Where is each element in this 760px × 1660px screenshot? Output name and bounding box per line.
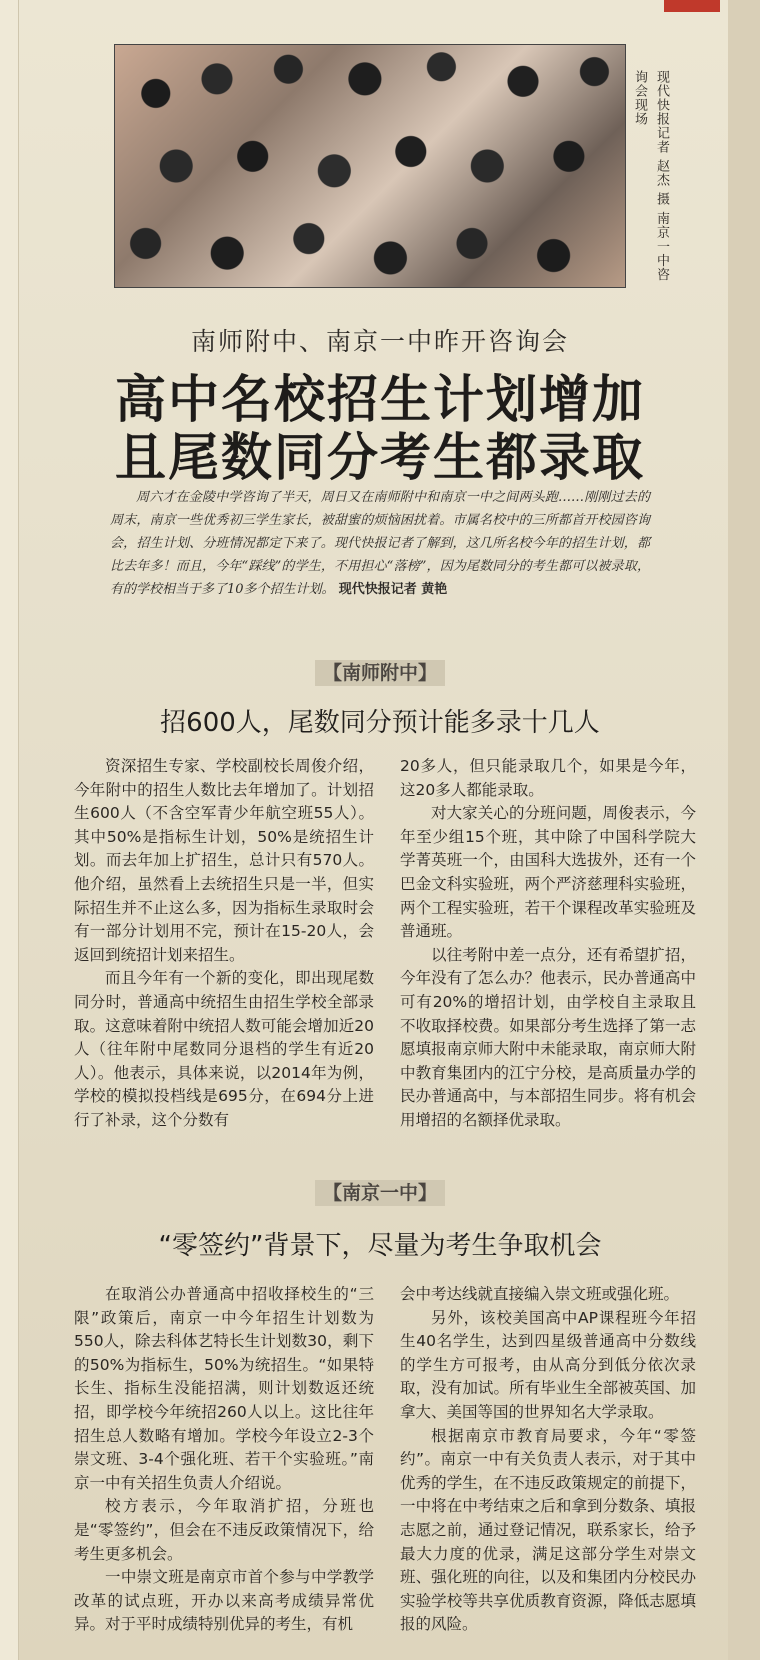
section2-column-right [400, 1283, 696, 1637]
section1-column-left [74, 755, 374, 1133]
paragraph: 20多人，但只能录取几个，如果是今年，这20多人都能录取。 [400, 757, 696, 799]
main-headline-line2: 且尾数同分考生都录取 [114, 429, 645, 488]
news-photo-crowd [114, 44, 626, 288]
section-tag-label: 【南京一中】 [315, 1180, 445, 1206]
photo-caption: 现代快报记者 赵杰 摄 南京一中咨询会现场 [632, 70, 669, 282]
paragraph: 会中考达线就直接编入崇文班或强化班。 [400, 1285, 680, 1303]
adjacent-page-edge [728, 0, 760, 1660]
byline: 现代快报记者 黄艳 [338, 582, 448, 597]
page-fold-edge [0, 0, 19, 1660]
paragraph: 资深招生专家、学校副校长周俊介绍，今年附中的招生人数比去年增加了。计划招生600人（不含空军青少年航空班55人）。其中50%是指标生计划，50%是统招生计划。而去年加上扩招生，总计只有570人。他介绍，虽然看上去统招生只是一半，但实际招生并不止这么多，因为指标生录取时会有一部分计划用不完，预计在15-20人，会返回到统招计划来招生。 [74, 757, 374, 964]
section1-column-right [400, 755, 696, 1133]
section-tag-nanshi [0, 658, 760, 685]
lead-paragraph [110, 486, 650, 601]
lead-text: 周六才在金陵中学咨询了半天，周日又在南师附中和南京一中之间两头跑……刚刚过去的周末，南京一些优秀初三学生家长，被甜蜜的烦恼困扰着。市属名校中的三所都首开校园咨询会，招生计划、分班情况都定下来了。现代快报记者了解到，这几所名校今年的招生计划，都比去年多！而且，今年“踩线”的学生，不用担心“落榜”，因为尾数同分的考生都可以被录取，有的学校相当于多了10多个招生计划。 [110, 490, 650, 597]
section-subtitle-nanshi: 招600人，尾数同分预计能多录十几人 [160, 708, 600, 738]
section-subtitle-nanjing-no1: “零签约”背景下，尽量为考生争取机会 [158, 1231, 602, 1261]
paragraph: 对大家关心的分班问题，周俊表示，今年至少组15个班，其中除了中国科学院大学菁英班一个，由国科大选拔外，还有一个巴金文科实验班，两个严济慈理科实验班，两个工程实验班，若干个课程改革实验班及普通班。 [400, 804, 696, 941]
paragraph: 在取消公办普通高中招收择校生的“三限”政策后，南京一中今年招生计划数为550人，除去科体艺特长生计划数30，剩下的50%为指标生，50%为统招生。“如果特长生、指标生没能招满，则计划数返还统招，即学校今年统招260人以上。这比往年招生总人数略有增加。学校今年设立2-3个崇文班、3-4个强化班、若干个实验班。”南京一中有关招生负责人介绍说。 [74, 1285, 374, 1492]
main-headline-line1: 高中名校招生计划增加 [114, 371, 645, 430]
section-tag-nanjing-no1 [0, 1178, 760, 1205]
section-tag-label: 【南师附中】 [315, 660, 445, 686]
paragraph: 根据南京市教育局要求，今年“零签约”。南京一中有关负责人表示，对于其中优秀的学生，在不违反政策规定的前提下，一中将在中考结束之后和拿到分数条、填报志愿之前，通过登记情况，联系家长，给予最大力度的优录，满足这部分学生对崇文班、强化班的向往，以及和集团内分校民办实验学校等共享优质教育资源，降低志愿填报的风险。 [400, 1426, 696, 1634]
paragraph: 校方表示，今年取消扩招，分班也是“零签约”，但会在不违反政策情况下，给考生更多机会。 [74, 1497, 374, 1563]
kicker-headline: 南师附中、南京一中昨开咨询会 [190, 327, 569, 356]
paragraph: 另外，该校美国高中AP课程班今年招生40名学生，达到四星级普通高中分数线的学生方可报考，由从高分到低分依次录取，没有加试。所有毕业生全部被英国、加拿大、美国等国的世界知名大学录取。 [400, 1308, 696, 1421]
section2-column-left [74, 1283, 374, 1637]
paragraph: 而且今年有一个新的变化，即出现尾数同分时，普通高中统招生由招生学校全部录取。这意味着附中统招人数可能会增加近20人（往年附中尾数同分退档的学生有近20人）。他表示，具体来说，以2014年为例，学校的模拟投档线是695分，在694分上进行了补录，这个分数有 [74, 969, 374, 1129]
paragraph: 一中崇文班是南京市首个参与中学教学改革的试点班，开办以来高考成绩异常优异。对于平时成绩特别优异的考生，有机 [74, 1568, 374, 1634]
paragraph: 以往考附中差一点分，还有希望扩招，今年没有了怎么办？他表示，民办普通高中可有20%的增招计划，由学校自主录取且不收取择校费。如果部分考生选择了第一志愿填报南京师大附中未能录取，南京师大附中教育集团内的江宁分校，是高质量办学的民办普通高中，与本部招生同步。将有机会用增招的名额择优录取。 [400, 945, 696, 1129]
masthead-red-mark [664, 0, 720, 12]
